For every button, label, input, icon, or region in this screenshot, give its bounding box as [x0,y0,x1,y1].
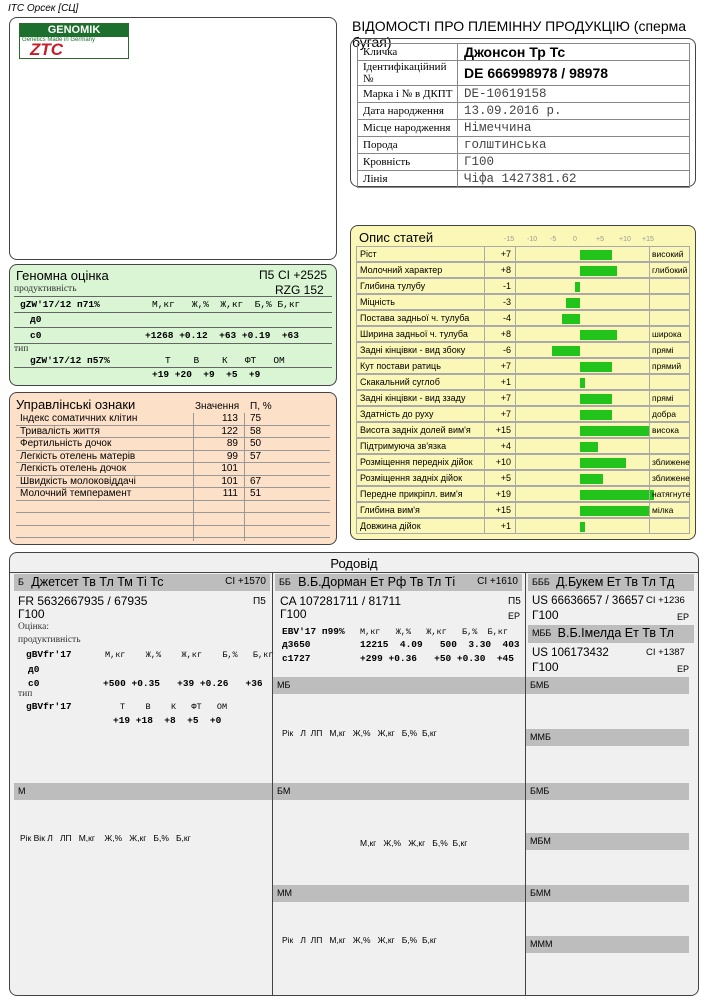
linear-row-value: +8 [500,329,511,339]
ms-cols: Рік Л ЛП М,кг Ж,% Ж,кг Б,% Б,кг [282,728,437,738]
management-col2: П, % [250,401,272,412]
mdd-header: МММ [526,936,689,953]
msd-header: МБМ [526,833,689,850]
management-row-value: 113 [222,413,238,424]
animal-info [350,38,696,187]
linear-row-desc: мілка [652,505,674,515]
ss-d: д3650 [282,639,311,650]
sd-header: БМ [273,783,525,800]
mms-header: ММБ [526,729,689,746]
logo-text: GENOMIK [20,24,128,37]
genomic-c0: с0 [30,330,42,341]
logo-tagline: Genetics Made in Germany [22,37,96,43]
logo-ztc: ZTC [30,40,64,59]
mark-value: DE-10619158 [458,86,690,103]
genomic-title: Геномна оцінка [16,268,109,283]
scale-tick: -15 [504,236,515,243]
label-blood: Кровність [358,154,458,171]
ss-header [275,574,522,591]
ss-r1: EBV'17 п99% [282,626,345,637]
linear-row-value: -1 [502,281,511,291]
linear-row-name: Здатність до руху [360,409,434,419]
mss-id: US 106173432 [532,647,609,659]
sss-header [528,574,694,591]
linear-title: Опис статей [359,230,434,245]
linear-row-value: +15 [495,505,511,515]
ss-blood: Г100 [280,607,307,621]
linear-bar [580,506,649,516]
label-breed: Порода [358,137,458,154]
linear-row-name: Кут постави ратиць [360,361,441,371]
management-row-value: 122 [221,425,238,437]
linear-row [356,502,690,518]
linear-row-desc: глибокий [652,265,688,275]
sire-p: П5 [253,596,266,607]
management-row [16,438,330,451]
dam-header: М [14,783,272,800]
scale-tick: 0 [573,236,577,243]
linear-row-value: -3 [502,297,511,307]
label-dob: Дата народження [358,103,458,120]
management-row [16,463,330,476]
linear-row-value: +1 [500,377,511,387]
management-title: Управлінські ознаки [16,397,136,412]
sire-h2: Т В К ФТ ОМ [120,702,228,712]
management-row-name: Тривалість життя [20,425,100,437]
linear-row-desc: прямі [652,345,674,355]
linear-row [356,310,690,326]
management-row [16,501,330,514]
linear-row-name: Розміщення задніх дійок [360,473,463,483]
dam-cols: Рік Вік Л ЛП М,кг Ж,% Ж,кг Б,% Б,кг [20,833,191,843]
ss-id: CA 107281711 / 81711 [280,594,401,608]
management-row-value: 89 [226,438,238,449]
linear-bar [580,394,612,404]
linear-row-name: Глибина тулубу [360,281,426,291]
management-row-percent: 51 [250,488,262,499]
mss-ep: ЕР [677,664,690,674]
management-row-percent: 67 [250,475,262,487]
management-row-value: 101 [221,475,238,487]
linear-row-value: +4 [500,441,511,451]
sire-ci: CI +1570 [225,576,266,587]
linear-row-desc: зближене [652,473,690,483]
blood-value: Г100 [458,154,690,171]
linear-row-value: +19 [495,489,511,499]
management-row-value: 99 [226,450,238,462]
linear-row [356,438,690,454]
linear-row [356,278,690,294]
linear-row-value: +7 [500,361,511,371]
management-box [9,392,337,545]
nick-value: Джонсон Тр Тс [458,44,690,61]
linear-bar [562,314,580,324]
linear-bar [580,250,612,260]
management-row-percent: 50 [250,438,262,449]
linear-bar [580,458,626,468]
linear-bar [566,298,580,308]
linear-bar [580,426,649,436]
linear-row [356,454,690,470]
management-row-percent: 58 [250,425,262,437]
mss-blood: Г100 [532,660,559,674]
genomic-v2: +19 +20 +9 +5 +9 [152,369,261,380]
linear-row [356,342,690,358]
top-left-label: ITC Орсек [СЦ] [8,3,79,14]
linear-bar [580,410,612,420]
linear-row-desc: добра [652,409,677,419]
linear-bar [580,378,585,388]
genomic-box [9,264,337,386]
linear-row-value: +7 [500,249,511,259]
ss-dv: 12215 4.09 500 3.30 403 [360,639,520,650]
linear-row [356,326,690,342]
mss-tag: МББ [532,628,552,638]
sire-r1: gBVfr'17 [26,649,72,660]
sire-h1: М,кг Ж,% Ж,кг Б,% Б,кг [105,650,274,660]
label-mark: Марка і № в ДКПТ [358,86,458,103]
pedigree-title: Родовід [330,556,378,571]
sire-eval: Оцінка: [18,622,49,632]
genomic-ci: CI +2525 [278,268,328,282]
management-row [16,488,330,501]
pedigree-box [9,552,699,996]
linear-row [356,294,690,310]
mss-ci: CI +1387 [646,647,685,658]
linear-bar [580,330,617,340]
management-col1: Значення [195,401,240,412]
linear-row-name: Передне прикріпл. вим'я [360,489,463,499]
linear-row-value: +8 [500,265,511,275]
sire-d0: д0 [28,664,40,675]
linear-row [356,470,690,486]
sire-prod: продуктивність [18,635,81,645]
linear-row-name: Міцність [360,297,395,307]
linear-row [356,390,690,406]
sire-v1: +500 +0.35 +39 +0.26 +36 [103,678,263,689]
linear-row [356,406,690,422]
page-title: ВІДОМОСТІ ПРО ПЛЕМІННУ ПРОДУКЦІЮ (сперма бугая) [352,18,687,50]
linear-row-name: Ріст [360,249,377,259]
linear-row [356,374,690,390]
linear-row [356,486,690,502]
sd-cols: М,кг Ж,% Ж,кг Б,% Б,кг [360,838,468,848]
scale-tick: +15 [642,236,654,243]
management-row-percent: 57 [250,450,262,462]
management-row-value: 111 [222,488,238,499]
linear-row-name: Розміщення передніх дійок [360,457,473,467]
ss-ci: CI +1610 [477,576,518,587]
linear-row [356,262,690,278]
linear-row-name: Задні кінцівки - вид збоку [360,345,466,355]
linear-row-name: Підтримуюча зв'язка [360,441,447,451]
linear-row-desc: висока [652,425,679,435]
linear-row-value: -6 [502,345,511,355]
genomic-rzg: RZG 152 [275,283,324,297]
linear-row [356,358,690,374]
linear-bar [580,522,585,532]
genomic-v1: +1268 +0.12 +63 +0.19 +63 [145,330,299,341]
management-row-name: Легкість отелень дочок [20,463,127,474]
bms-header: БМБ [526,677,689,694]
sdd-header: БММ [526,885,689,902]
ssd-header: БМБ [526,783,689,800]
sire-id: FR 5632667935 / 67935 [18,594,148,608]
dd-cols: Рік Л ЛП М,кг Ж,% Ж,кг Б,% Б,кг [282,935,437,945]
sire-header [14,574,270,591]
dd-header: ММ [273,885,525,902]
sire-c0: с0 [28,678,40,689]
linear-row-desc: високий [652,249,684,259]
linear-row-value: +7 [500,409,511,419]
linear-bar [575,282,580,292]
genomic-h1: М,кг Ж,% Ж,кг Б,% Б,кг [152,299,301,310]
sss-blood: Г100 [532,608,559,622]
genomic-type-label: тип [14,344,29,354]
linear-row-value: +10 [495,457,511,467]
sss-ep: ЕР [677,612,690,622]
ms-header: МБ [273,677,525,694]
sire-type: тип [18,689,33,699]
ss-tag: ББ [279,577,291,587]
linear-bar [580,362,612,372]
photo-box [9,17,337,260]
management-row-percent: 75 [250,413,262,424]
linear-box [350,225,696,540]
sss-name: Д.Букем Ет Тв Тл Тд [556,575,675,589]
sire-tag: Б [18,577,24,587]
linear-row-desc: широка [652,329,682,339]
sss-id: US 66636657 / 36657 [532,595,644,607]
sss-tag: БББ [532,577,550,587]
sire-name: Джетсет Тв Тл Тм Ті Тс [31,575,164,589]
genomic-d0: д0 [30,314,42,325]
linear-row-desc: зближене [652,457,690,467]
linear-row-value: +1 [500,521,511,531]
logo [19,23,129,59]
linear-row-name: Скакальний суглоб [360,377,440,387]
linear-row-value: +5 [500,473,511,483]
management-rows [16,413,330,538]
management-row [16,526,330,539]
management-row [16,426,330,439]
ss-h1: М,кг Ж,% Ж,кг Б,% Б,кг [360,627,508,637]
genomic-prod-label: продуктивність [14,284,77,294]
pob-value: Німеччина [458,120,690,137]
management-row-value: 101 [221,463,238,474]
linear-row-desc: прямі [652,393,674,403]
linear-bar [580,266,617,276]
breed-value: голштинська [458,137,690,154]
linear-row-name: Постава задньої ч. тулуба [360,313,470,323]
label-line: Лінія [358,171,458,188]
scale-tick: +10 [619,236,631,243]
sire-r2: gBVfr'17 [26,701,72,712]
genomic-h2: Т В К ФТ ОМ [165,355,285,366]
management-row-name: Легкість отелень матерів [20,450,136,462]
sire-v2: +19 +18 +8 +5 +0 [113,715,222,726]
label-nick: Кличка [358,44,458,61]
label-id: Ідентифікаційний № [358,61,458,86]
mss-name: В.Б.Імелда Ет Тв Тл [557,626,674,640]
dob-value: 13.09.2016 р. [458,103,690,120]
genomic-r1: gZW'17/12 п71% [20,299,100,310]
management-row [16,513,330,526]
management-row-name: Молочний темперамент [20,488,132,499]
linear-row-value: +15 [495,425,511,435]
sss-ci: CI +1236 [646,595,685,606]
scale-tick: -10 [527,236,538,243]
ss-c: с1727 [282,653,311,664]
management-row [16,476,330,489]
linear-row [356,422,690,438]
management-row [16,413,330,426]
ss-ep: ЕР [508,611,521,621]
linear-row-value: +7 [500,393,511,403]
ss-cv: +299 +0.36 +50 +0.30 +45 [360,653,514,664]
genomic-p: П5 [259,268,275,282]
linear-row-value: -4 [502,313,511,323]
linear-bar [580,442,598,452]
linear-row-name: Глибина вим'я [360,505,420,515]
mss-header [528,625,694,643]
scale-tick: -5 [550,236,557,243]
linear-bar [580,474,603,484]
linear-row-name: Висота задніх долей вим'я [360,425,471,435]
linear-row-desc: прямий [652,361,682,371]
linear-row-name: Довжина дійок [360,521,421,531]
genomic-r2: gZW'17/12 п57% [30,355,110,366]
linear-row [356,246,690,262]
linear-row-name: Молочний характер [360,265,443,275]
line-value: Чіфа 1427381.62 [458,171,690,188]
label-pob: Місце народження [358,120,458,137]
linear-bar [580,490,654,500]
ss-name: В.Б.Дорман Ет Рф Тв Тл Ті [298,575,456,589]
id-value: DE 666998978 / 98978 [458,61,690,86]
ss-p: П5 [508,596,521,607]
linear-bar [552,346,580,356]
linear-row-name: Ширина задньої ч. тулуба [360,329,468,339]
management-row-name: Швидкість молоковіддачі [20,475,136,487]
linear-row [356,518,690,534]
management-row [16,451,330,464]
management-row-name: Фертильність дочок [20,438,112,449]
linear-row-name: Задні кінцівки - вид ззаду [360,393,466,403]
linear-row-desc: натягнуте [652,489,691,499]
scale-tick: +5 [596,236,604,243]
management-row-name: Індекс соматичних клітин [20,413,138,424]
sire-blood: Г100 [18,607,45,621]
